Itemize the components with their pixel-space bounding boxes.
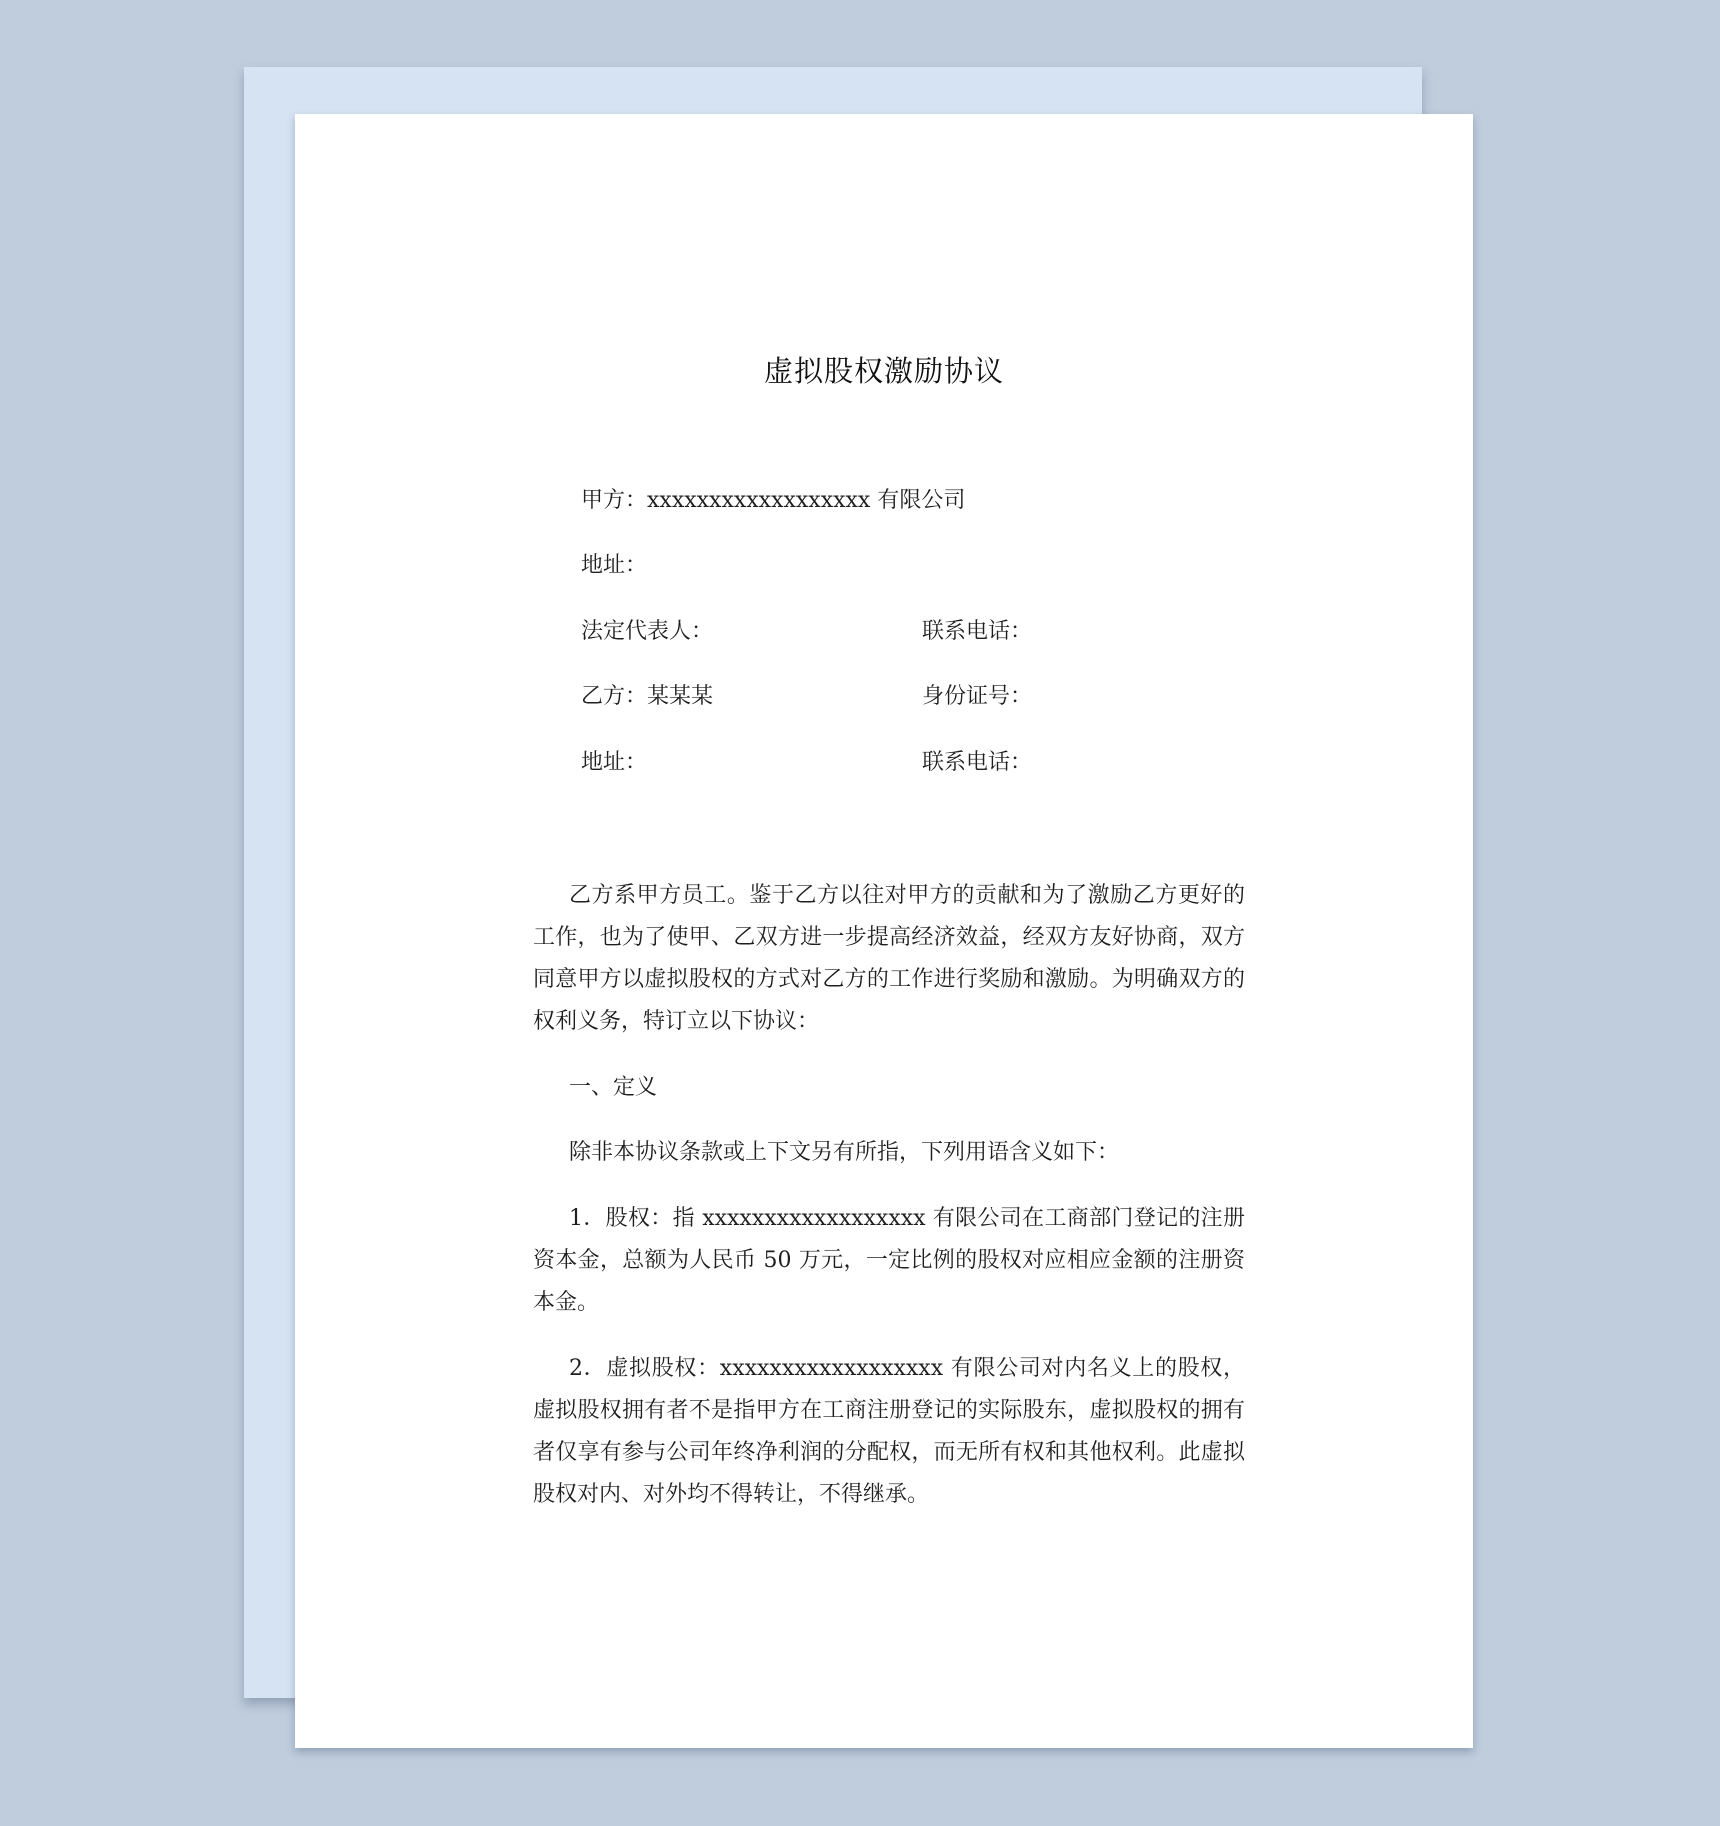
party-a-phone-label: 联系电话： bbox=[922, 619, 1033, 644]
definition-2-paragraph: 2．虚拟股权：xxxxxxxxxxxxxxxxxx 有限公司对内名义上的股权，虚拟股权拥有者不是指甲方在工商注册登记的实际股东，虚拟股权的拥有者仅享有参与公司年终净利润的分配权，而无所有权和其他权利。此虚拟股权对内、对外均不得转让，不得继承。 bbox=[533, 1356, 1245, 1507]
party-b-phone-label: 联系电话： bbox=[922, 750, 1033, 775]
party-a-legal-rep-label: 法定代表人： bbox=[581, 619, 714, 644]
party-a-name: 甲方：xxxxxxxxxxxxxxxxxx 有限公司 bbox=[581, 488, 966, 513]
section-1-heading: 一、定义 bbox=[569, 1075, 658, 1100]
party-b-name: 乙方：某某某 bbox=[581, 684, 714, 709]
document-title: 虚拟股权激励协议 bbox=[763, 354, 1004, 388]
party-b-id-number-label: 身份证号： bbox=[922, 684, 1033, 709]
party-b-address-label: 地址： bbox=[581, 750, 648, 775]
document-page bbox=[295, 114, 1473, 1748]
intro-paragraph: 乙方系甲方员工。鉴于乙方以往对甲方的贡献和为了激励乙方更好的工作，也为了使甲、乙双方进一步提高经济效益，经双方友好协商，双方同意甲方以虚拟股权的方式对乙方的工作进行奖励和激励。为明确双方的权利义务，特订立以下协议： bbox=[533, 883, 1245, 1034]
party-a-address-label: 地址： bbox=[581, 553, 648, 578]
definition-1-paragraph: 1．股权：指 xxxxxxxxxxxxxxxxxx 有限公司在工商部门登记的注册资本金，总额为人民币 50 万元，一定比例的股权对应相应金额的注册资本金。 bbox=[533, 1206, 1245, 1315]
definitions-intro-paragraph: 除非本协议条款或上下文另有所指，下列用语含义如下： bbox=[569, 1140, 1120, 1165]
